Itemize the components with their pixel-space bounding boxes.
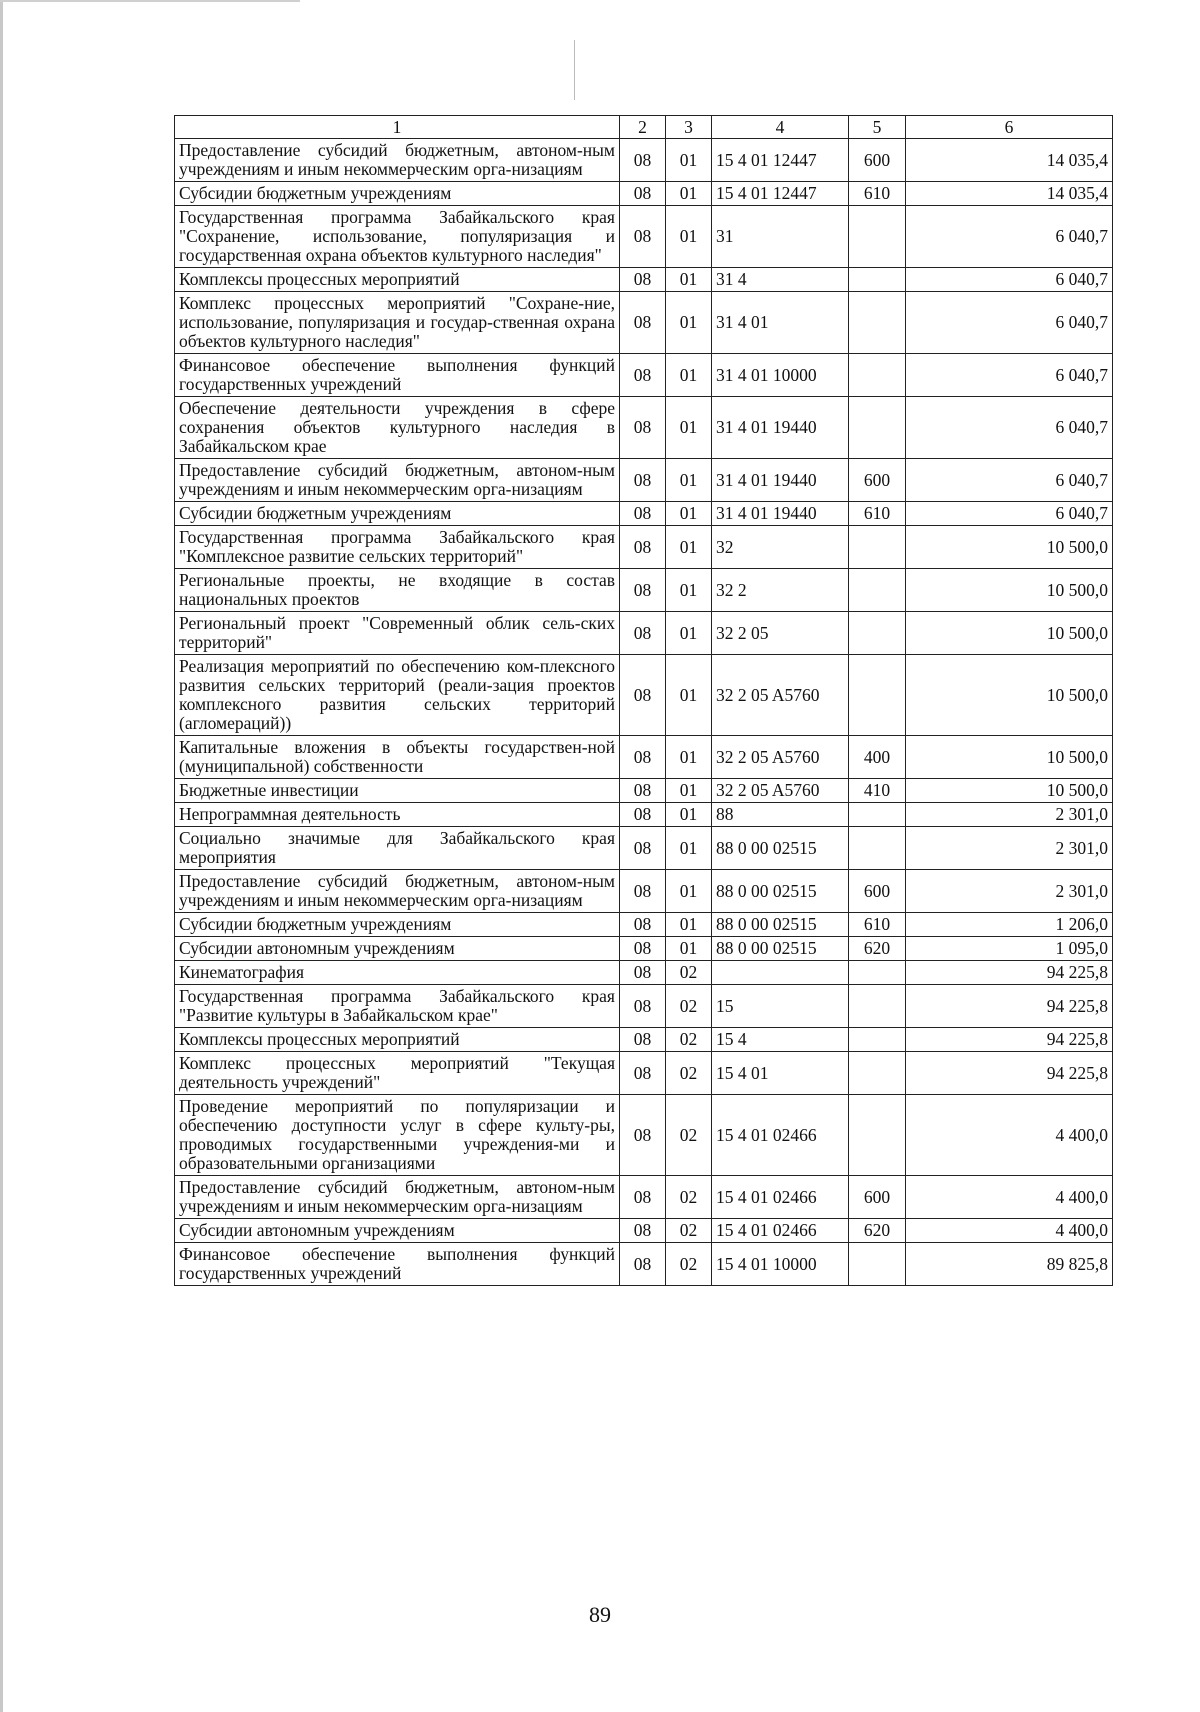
row-expense-type: 610 (849, 913, 906, 937)
budget-table (174, 115, 1113, 1286)
row-expense-type: 600 (849, 459, 906, 502)
row-section: 08 (620, 459, 666, 502)
row-target-code: 15 4 01 02466 (712, 1176, 849, 1219)
row-section: 08 (620, 803, 666, 827)
row-expense-type (849, 961, 906, 985)
row-amount: 6 040,7 (906, 397, 1113, 459)
row-section: 08 (620, 526, 666, 569)
row-subsection: 02 (666, 1219, 712, 1243)
row-subsection: 01 (666, 913, 712, 937)
row-expense-type (849, 292, 906, 354)
row-section: 08 (620, 1176, 666, 1219)
row-subsection: 02 (666, 1095, 712, 1176)
row-section: 08 (620, 961, 666, 985)
row-amount: 2 301,0 (906, 803, 1113, 827)
row-amount: 10 500,0 (906, 612, 1113, 655)
row-expense-type (849, 1243, 906, 1286)
row-name: Комплекс процессных мероприятий "Текущая деятельность учреждений" (175, 1052, 620, 1095)
column-header: 2 (620, 116, 666, 139)
row-name: Реализация мероприятий по обеспечению ком-плексного развития сельских территорий (реали-зация проектов комплексного развития сельских территорий (агломераций)) (175, 655, 620, 736)
row-section: 08 (620, 206, 666, 268)
row-subsection: 01 (666, 268, 712, 292)
row-name: Бюджетные инвестиции (175, 779, 620, 803)
row-expense-type: 610 (849, 502, 906, 526)
row-expense-type: 610 (849, 182, 906, 206)
row-subsection: 01 (666, 206, 712, 268)
row-section: 08 (620, 736, 666, 779)
row-amount: 6 040,7 (906, 292, 1113, 354)
page-number: 89 (589, 1602, 611, 1627)
row-amount: 6 040,7 (906, 354, 1113, 397)
row-name: Комплексы процессных мероприятий (175, 268, 620, 292)
row-amount: 6 040,7 (906, 459, 1113, 502)
table-row (175, 612, 1113, 655)
table-row (175, 569, 1113, 612)
table-row (175, 526, 1113, 569)
row-name: Региональные проекты, не входящие в состав национальных проектов (175, 569, 620, 612)
row-subsection: 02 (666, 961, 712, 985)
row-subsection: 01 (666, 612, 712, 655)
row-amount: 14 035,4 (906, 139, 1113, 182)
row-name: Субсидии бюджетным учреждениям (175, 182, 620, 206)
row-subsection: 01 (666, 870, 712, 913)
table-row (175, 1219, 1113, 1243)
row-name: Субсидии автономным учреждениям (175, 937, 620, 961)
row-target-code: 32 2 05 A5760 (712, 779, 849, 803)
row-target-code: 31 4 01 (712, 292, 849, 354)
row-amount: 10 500,0 (906, 526, 1113, 569)
table-row (175, 870, 1113, 913)
row-name: Субсидии бюджетным учреждениям (175, 913, 620, 937)
row-name: Субсидии бюджетным учреждениям (175, 502, 620, 526)
row-name: Государственная программа Забайкальского края "Комплексное развитие сельских территорий" (175, 526, 620, 569)
column-header: 5 (849, 116, 906, 139)
row-name: Финансовое обеспечение выполнения функций государственных учреждений (175, 354, 620, 397)
row-amount: 6 040,7 (906, 502, 1113, 526)
row-subsection: 01 (666, 354, 712, 397)
row-amount: 6 040,7 (906, 268, 1113, 292)
row-amount: 89 825,8 (906, 1243, 1113, 1286)
table-row (175, 139, 1113, 182)
row-target-code: 32 2 05 (712, 612, 849, 655)
row-amount: 10 500,0 (906, 736, 1113, 779)
row-name: Капитальные вложения в объекты государствен-ной (муниципальной) собственности (175, 736, 620, 779)
table-row (175, 1176, 1113, 1219)
row-name: Финансовое обеспечение выполнения функций государственных учреждений (175, 1243, 620, 1286)
row-target-code: 15 4 01 12447 (712, 139, 849, 182)
row-section: 08 (620, 1095, 666, 1176)
row-amount: 94 225,8 (906, 1052, 1113, 1095)
row-amount: 4 400,0 (906, 1219, 1113, 1243)
table-row (175, 354, 1113, 397)
row-target-code: 15 4 01 12447 (712, 182, 849, 206)
row-target-code: 31 4 01 10000 (712, 354, 849, 397)
row-section: 08 (620, 913, 666, 937)
row-expense-type: 400 (849, 736, 906, 779)
row-expense-type: 600 (849, 1176, 906, 1219)
row-amount: 2 301,0 (906, 827, 1113, 870)
row-section: 08 (620, 139, 666, 182)
row-amount: 6 040,7 (906, 206, 1113, 268)
row-expense-type: 410 (849, 779, 906, 803)
row-expense-type (849, 1052, 906, 1095)
row-subsection: 01 (666, 569, 712, 612)
row-section: 08 (620, 354, 666, 397)
row-name: Обеспечение деятельности учреждения в сфере сохранения объектов культурного наследия в Забайкальском крае (175, 397, 620, 459)
row-subsection: 02 (666, 985, 712, 1028)
column-header: 4 (712, 116, 849, 139)
row-name: Государственная программа Забайкальского края "Развитие культуры в Забайкальском крае" (175, 985, 620, 1028)
row-expense-type: 600 (849, 870, 906, 913)
row-name: Региональный проект "Современный облик сель-ских территорий" (175, 612, 620, 655)
row-subsection: 02 (666, 1176, 712, 1219)
row-target-code: 31 4 (712, 268, 849, 292)
table-row (175, 502, 1113, 526)
row-target-code: 15 4 01 10000 (712, 1243, 849, 1286)
row-subsection: 02 (666, 1243, 712, 1286)
table-row (175, 985, 1113, 1028)
table-row (175, 182, 1113, 206)
table-row (175, 937, 1113, 961)
row-subsection: 01 (666, 655, 712, 736)
row-target-code: 15 4 (712, 1028, 849, 1052)
row-target-code: 88 (712, 803, 849, 827)
table-row (175, 397, 1113, 459)
row-amount: 4 400,0 (906, 1095, 1113, 1176)
row-expense-type (849, 1028, 906, 1052)
row-section: 08 (620, 937, 666, 961)
row-expense-type: 600 (849, 139, 906, 182)
row-amount: 14 035,4 (906, 182, 1113, 206)
column-header: 3 (666, 116, 712, 139)
row-expense-type (849, 206, 906, 268)
row-amount: 1 206,0 (906, 913, 1113, 937)
row-target-code: 32 2 05 A5760 (712, 655, 849, 736)
row-subsection: 01 (666, 526, 712, 569)
row-name: Непрограммная деятельность (175, 803, 620, 827)
row-section: 08 (620, 870, 666, 913)
row-name: Кинематография (175, 961, 620, 985)
row-target-code: 15 4 01 02466 (712, 1095, 849, 1176)
table-row (175, 292, 1113, 354)
row-name: Комплексы процессных мероприятий (175, 1028, 620, 1052)
row-target-code: 88 0 00 02515 (712, 913, 849, 937)
row-amount: 2 301,0 (906, 870, 1113, 913)
row-name: Государственная программа Забайкальского края "Сохранение, использование, популяризация и государственная охрана объектов культурного наследия" (175, 206, 620, 268)
row-amount: 4 400,0 (906, 1176, 1113, 1219)
row-amount: 1 095,0 (906, 937, 1113, 961)
row-subsection: 01 (666, 139, 712, 182)
table-row (175, 459, 1113, 502)
row-expense-type (849, 985, 906, 1028)
row-expense-type (849, 1095, 906, 1176)
scan-center-mark (574, 40, 575, 100)
row-section: 08 (620, 612, 666, 655)
row-amount: 94 225,8 (906, 961, 1113, 985)
row-name: Предоставление субсидий бюджетным, автоном-ным учреждениям и иным некоммерческим орга-низациям (175, 870, 620, 913)
table-row (175, 1243, 1113, 1286)
row-subsection: 01 (666, 937, 712, 961)
table-row (175, 268, 1113, 292)
row-expense-type (849, 268, 906, 292)
table-row (175, 206, 1113, 268)
table-row (175, 803, 1113, 827)
row-target-code: 32 (712, 526, 849, 569)
row-section: 08 (620, 655, 666, 736)
table-row (175, 961, 1113, 985)
row-expense-type (849, 569, 906, 612)
row-name: Социально значимые для Забайкальского края мероприятия (175, 827, 620, 870)
row-section: 08 (620, 985, 666, 1028)
row-name: Проведение мероприятий по популяризации и обеспечению доступности услуг в сфере культу-ры, проводимых государственными учреждения-ми и образовательными организациями (175, 1095, 620, 1176)
row-section: 08 (620, 1052, 666, 1095)
row-target-code: 15 (712, 985, 849, 1028)
row-expense-type (849, 354, 906, 397)
column-header: 6 (906, 116, 1113, 139)
column-header: 1 (175, 116, 620, 139)
scan-edge (0, 0, 3, 1712)
row-expense-type (849, 397, 906, 459)
row-target-code: 32 2 (712, 569, 849, 612)
row-expense-type (849, 655, 906, 736)
row-target-code: 88 0 00 02515 (712, 870, 849, 913)
row-subsection: 02 (666, 1028, 712, 1052)
row-name: Комплекс процессных мероприятий "Сохране-ние, использование, популяризация и государ-ственная охрана объектов культурного наследия" (175, 292, 620, 354)
row-name: Предоставление субсидий бюджетным, автоном-ным учреждениям и иным некоммерческим орга-низациям (175, 1176, 620, 1219)
row-amount: 10 500,0 (906, 655, 1113, 736)
row-section: 08 (620, 569, 666, 612)
table-row (175, 827, 1113, 870)
row-subsection: 01 (666, 827, 712, 870)
row-section: 08 (620, 1028, 666, 1052)
row-amount: 10 500,0 (906, 779, 1113, 803)
table-row (175, 779, 1113, 803)
row-target-code: 88 0 00 02515 (712, 827, 849, 870)
row-subsection: 01 (666, 779, 712, 803)
row-target-code: 31 4 01 19440 (712, 459, 849, 502)
table-row (175, 655, 1113, 736)
scan-top-line (0, 0, 300, 2)
row-section: 08 (620, 397, 666, 459)
row-amount: 94 225,8 (906, 1028, 1113, 1052)
table-row (175, 1052, 1113, 1095)
row-section: 08 (620, 182, 666, 206)
row-subsection: 01 (666, 397, 712, 459)
row-section: 08 (620, 292, 666, 354)
row-section: 08 (620, 1219, 666, 1243)
row-name: Предоставление субсидий бюджетным, автоном-ным учреждениям и иным некоммерческим орга-низациям (175, 139, 620, 182)
row-name: Предоставление субсидий бюджетным, автоном-ным учреждениям и иным некоммерческим орга-низациям (175, 459, 620, 502)
row-target-code: 31 4 01 19440 (712, 502, 849, 526)
row-subsection: 02 (666, 1052, 712, 1095)
row-subsection: 01 (666, 182, 712, 206)
row-section: 08 (620, 1243, 666, 1286)
row-section: 08 (620, 779, 666, 803)
row-section: 08 (620, 268, 666, 292)
row-target-code: 31 4 01 19440 (712, 397, 849, 459)
table-row (175, 1028, 1113, 1052)
row-subsection: 01 (666, 292, 712, 354)
table-row (175, 1095, 1113, 1176)
row-amount: 94 225,8 (906, 985, 1113, 1028)
row-expense-type: 620 (849, 1219, 906, 1243)
row-target-code (712, 961, 849, 985)
table-row (175, 913, 1113, 937)
row-target-code: 88 0 00 02515 (712, 937, 849, 961)
row-subsection: 01 (666, 459, 712, 502)
row-expense-type (849, 827, 906, 870)
row-target-code: 15 4 01 02466 (712, 1219, 849, 1243)
row-name: Субсидии автономным учреждениям (175, 1219, 620, 1243)
header-row (175, 116, 1113, 139)
row-subsection: 01 (666, 736, 712, 779)
row-expense-type (849, 612, 906, 655)
row-subsection: 01 (666, 803, 712, 827)
row-target-code: 31 (712, 206, 849, 268)
row-expense-type (849, 803, 906, 827)
row-section: 08 (620, 502, 666, 526)
row-section: 08 (620, 827, 666, 870)
row-subsection: 01 (666, 502, 712, 526)
row-expense-type: 620 (849, 937, 906, 961)
table-body (175, 139, 1113, 1286)
table-row (175, 736, 1113, 779)
row-target-code: 32 2 05 A5760 (712, 736, 849, 779)
row-expense-type (849, 526, 906, 569)
row-amount: 10 500,0 (906, 569, 1113, 612)
row-target-code: 15 4 01 (712, 1052, 849, 1095)
